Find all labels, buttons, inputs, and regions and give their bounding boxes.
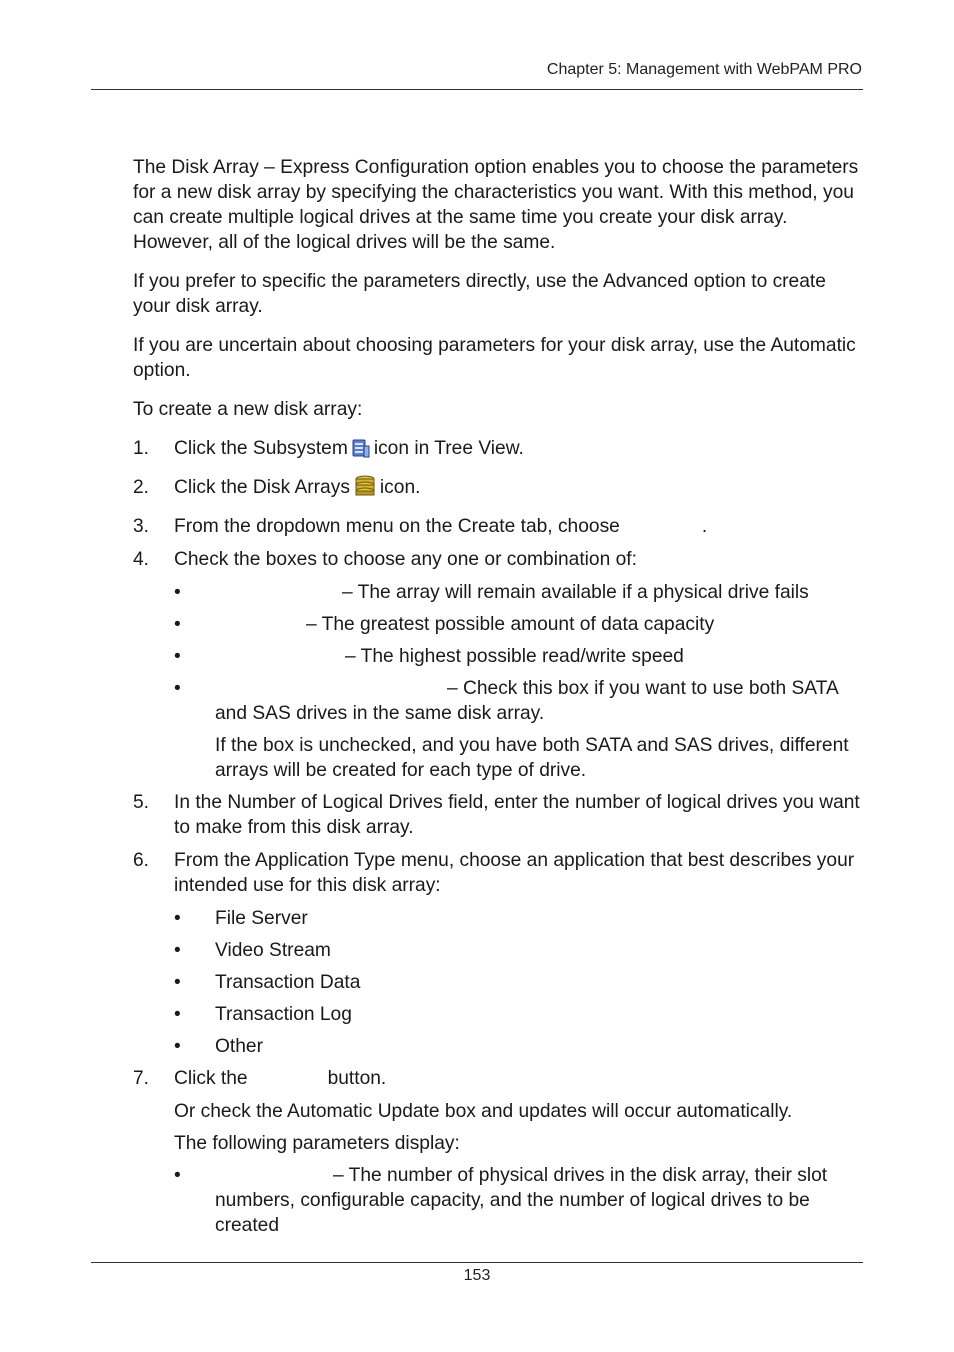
disk-arrays-icon — [354, 475, 376, 497]
intro-paragraph: If you prefer to specific the parameters directly, use the Advanced option to create your disk array. — [133, 271, 826, 317]
bullet-dot: • — [174, 614, 181, 635]
list-item — [174, 612, 861, 637]
bullet-dot: • — [174, 1165, 181, 1186]
bullet-text: Video Stream — [215, 940, 331, 961]
step-continuation: Or check the Automatic Update box and updates will occur automatically. — [174, 1101, 793, 1122]
bullet-dot: • — [174, 646, 181, 667]
intro-paragraph: The Disk Array – Express Configuration option enables you to choose the parameters for a new disk array by specifying the characteristics you want. With this method, you can create multiple logical drives at the same time you create your disk array. However, all of the logical drives will be the same. — [133, 157, 859, 253]
chapter-header: Chapter 5: Management with WebPAM PRO — [546, 61, 862, 78]
step-text: button. — [327, 1068, 387, 1089]
step-7 — [133, 1066, 861, 1091]
list-item — [174, 1034, 861, 1059]
step-5 — [133, 790, 861, 840]
step-text: Click the — [174, 1068, 248, 1089]
step-text: From the dropdown menu on the Create tab, choose — [174, 516, 620, 537]
step-text: In the Number of Logical Drives field, enter the number of logical drives you want to make from this disk array. — [174, 792, 860, 838]
list-item — [174, 938, 861, 963]
note-text: If the box is unchecked, and you have both SATA and SAS drives, different arrays will be created for each type of drive. — [215, 735, 849, 781]
step-number: 4. — [133, 549, 150, 570]
step-4 — [133, 547, 861, 572]
list-item — [174, 1002, 861, 1027]
bullet-dot: • — [174, 678, 181, 699]
bullet-text: Transaction Data — [215, 972, 361, 993]
step-3 — [133, 514, 861, 539]
step-text: icon in Tree View. — [373, 438, 524, 459]
step-text: icon. — [379, 477, 421, 498]
page-body — [133, 155, 861, 1245]
list-item — [174, 644, 861, 669]
bullet-dot: • — [174, 972, 181, 993]
page-number: 153 — [463, 1267, 491, 1284]
bullet-text: File Server — [215, 908, 308, 929]
list-item — [174, 906, 861, 931]
step-6 — [133, 848, 861, 898]
step-text: . — [701, 516, 708, 537]
step-number: 6. — [133, 850, 150, 871]
list-item — [174, 1163, 861, 1238]
bullet-dot: • — [174, 582, 181, 603]
step-text: From the Application Type menu, choose an application that best describes your intended use for this disk array: — [174, 850, 855, 896]
step-number: 1. — [133, 438, 150, 459]
step-number: 5. — [133, 792, 150, 813]
step-number: 7. — [133, 1068, 150, 1089]
bullet-text: Other — [215, 1036, 263, 1057]
step-2 — [133, 475, 861, 500]
step-number: 2. — [133, 477, 150, 498]
bullet-text: – The array will remain available if a physical drive fails — [342, 582, 809, 603]
bullet-dot: • — [174, 1036, 181, 1057]
step-1 — [133, 436, 861, 461]
header-rule — [91, 89, 863, 90]
bullet-dot: • — [174, 1004, 181, 1025]
bullet-dot: • — [174, 940, 181, 961]
bullet-text: – The number of physical drives in the disk array, their slot numbers, configurable capacity, and the number of logical drives to be created — [215, 1165, 828, 1236]
step-text: Click the Disk Arrays — [174, 477, 350, 498]
step-text: Click the Subsystem — [174, 438, 348, 459]
step-number: 3. — [133, 516, 150, 537]
bullet-dot: • — [174, 908, 181, 929]
step-continuation: The following parameters display: — [174, 1133, 460, 1154]
bullet-text: – The greatest possible amount of data capacity — [306, 614, 715, 635]
intro-paragraph: To create a new disk array: — [133, 399, 363, 420]
list-item — [174, 970, 861, 995]
bullet-text: – Check this box if you want to use both SATA and SAS drives in the same disk array. — [215, 678, 838, 724]
bullet-text: – The highest possible read/write speed — [345, 646, 684, 667]
list-item — [174, 676, 861, 726]
bullet-text: Transaction Log — [215, 1004, 352, 1025]
intro-paragraph: If you are uncertain about choosing parameters for your disk array, use the Automatic option. — [133, 335, 856, 381]
subsystem-icon — [352, 438, 370, 458]
list-item — [174, 580, 861, 605]
step-text: Check the boxes to choose any one or combination of: — [174, 549, 637, 570]
footer-rule — [91, 1262, 863, 1263]
